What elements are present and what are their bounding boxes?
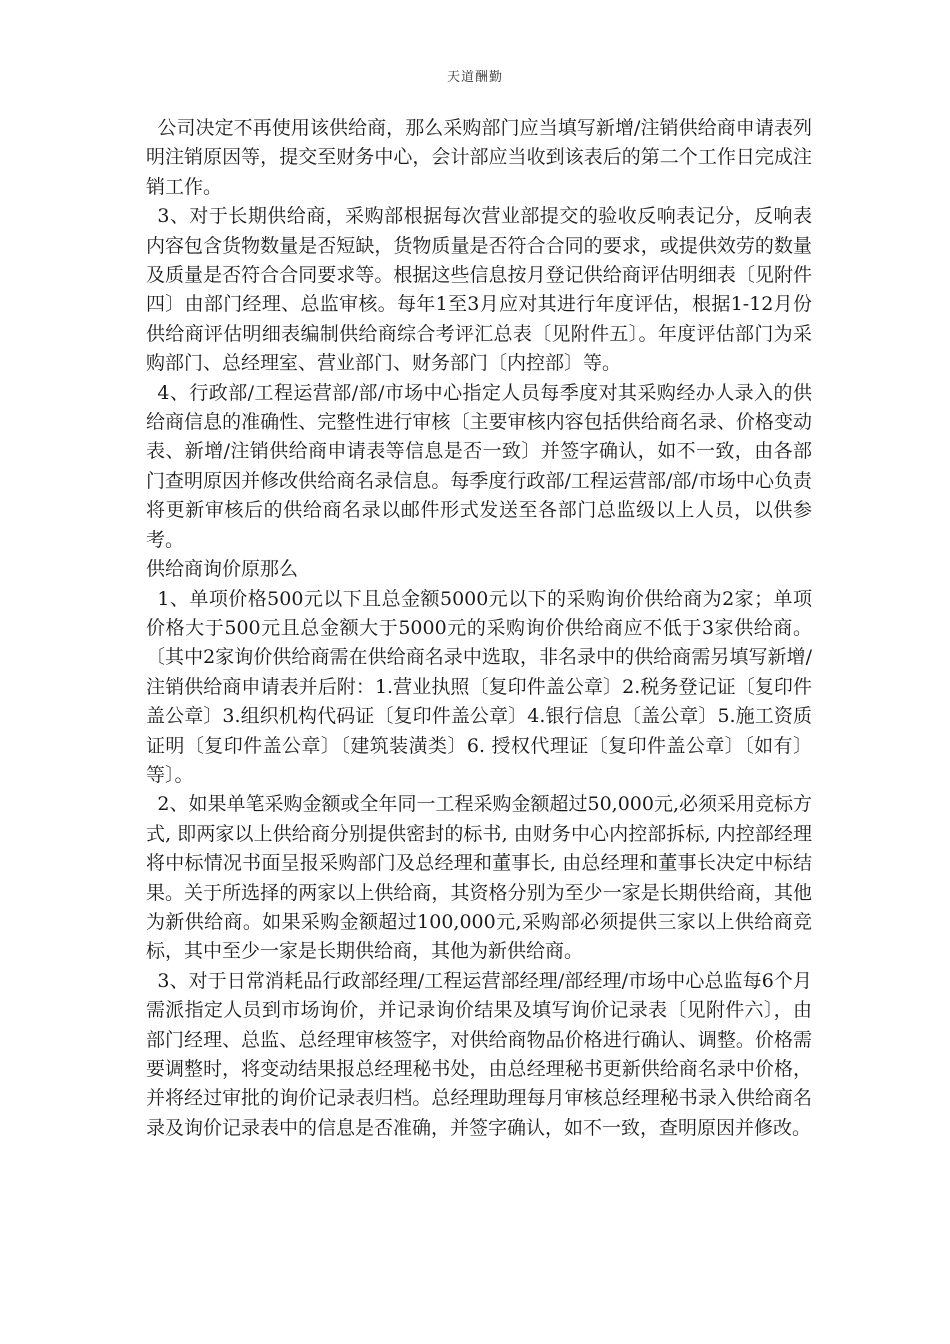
page-header: 天道酬勤 [446, 70, 503, 85]
document-body [146, 114, 812, 1143]
section-heading-inquiry: 供给商询价原那么 [146, 558, 299, 581]
paragraph-inquiry-rule-3: 3、对于日常消耗品行政部经理/工程运营部经理/部经理/市场中心总监每6个月需派指定人员到市场询价，并记录询价结果及填写询价记录表〔见附件六〕，由部门经理、总监、总经理审核签字，对供给商物品价格进行确认、调整。价格需要调整时，将变动结果报总经理秘书处，由总经理秘书更新供给商名录中价格，并将经过审批的询价记录表归档。总经理助理每月审核总经理秘书录入供给商名录及询价记录表中的信息是否准确，并签字确认，如不一致，查明原因并修改。 [146, 969, 812, 1139]
paragraph-inquiry-rule-2: 2、如果单笔采购金额或全年同一工程采购金额超过50,000元,必须采用竞标方式, 即两家以上供给商分别提供密封的标书, 由财务中心内控部拆标, 内控部经理将中标情况书面呈报采购部门及总经理和董事长, 由总经理和董事长决定中标结果。关于所选择的两家以上供给商，其资格分别为至少一家是长期供给商，其他为新供给商。如果采购金额超过100,000元,采购部必须提供三家以上供给商竞标，其中至少一家是长期供给商，其他为新供给商。 [146, 793, 813, 963]
paragraph-cancel-supplier: 公司决定不再使用该供给商，那么采购部门应当填写新增/注销供给商申请表列明注销原因等，提交至财务中心，会计部应当收到该表后的第二个工作日完成注销工作。 [146, 117, 812, 198]
paragraph-long-term-supplier: 3、对于长期供给商，采购部根据每次营业部提交的验收反响表记分，反响表内容包含货物数量是否短缺，货物质量是否符合合同的要求，或提供效劳的数量及质量是否符合合同要求等。根据这些信息按月登记供给商评估明细表〔见附件四〕由部门经理、总监审核。每年1至3月应对其进行年度评估，根据1-12月份供给商评估明细表编制供给商综合考评汇总表〔见附件五〕。年度评估部门为采购部门、总经理室、营业部门、财务部门〔内控部〕等。 [146, 205, 812, 375]
paragraph-quarterly-review: 4、行政部/工程运营部/部/市场中心指定人员每季度对其采购经办人录入的供给商信息的准确性、完整性进行审核〔主要审核内容包括供给商名录、价格变动表、新增/注销供给商申请表等信息是否一致〕并签字确认，如不一致，由各部门查明原因并修改供给商名录信息。每季度行政部/工程运营部/部/市场中心负责将更新审核后的供给商名录以邮件形式发送至各部门总监级以上人员，以供参考。 [146, 381, 812, 551]
paragraph-inquiry-rule-1: 1、单项价格500元以下且总金额5000元以下的采购询价供给商为2家；单项价格大于500元且总金额大于5000元的采购询价供给商应不低于3家供给商。〔其中2家询价供给商需在供给商名录中选取，非名录中的供给商需另填写新增/注销供给商申请表并后附：1.营业执照〔复印件盖公章〕2.税务登记证〔复印件盖公章〕3.组织机构代码证〔复印件盖公章〕4.银行信息〔盖公章〕5.施工资质证明〔复印件盖公章〕〔建筑装潢类〕6. 授权代理证〔复印件盖公章〕〔如有〕等〕。 [146, 587, 812, 786]
